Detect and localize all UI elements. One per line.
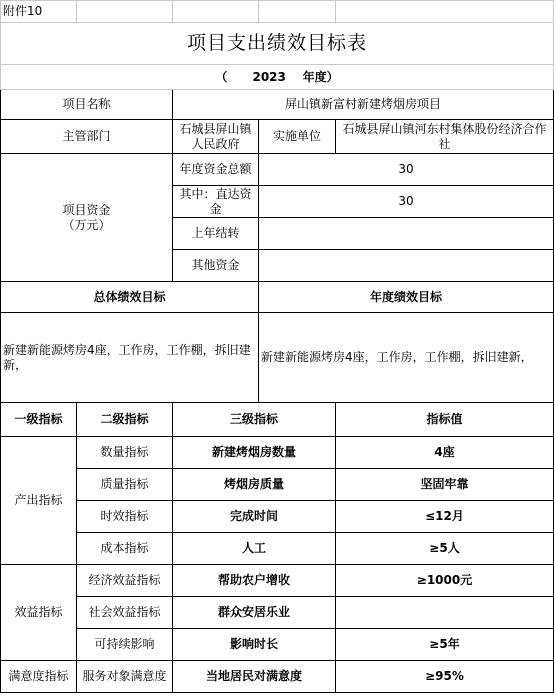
- level3-cell: 新建烤烟房数量: [173, 437, 336, 469]
- level2-cell: 可持续影响: [77, 629, 173, 661]
- indicator-value-cell: ≥5人: [336, 533, 554, 565]
- indicator-value-cell: ≥1000元: [336, 565, 554, 597]
- level2-cell: 质量指标: [77, 469, 173, 501]
- dept-label: 主管部门: [1, 120, 173, 154]
- header-level2: 二级指标: [77, 403, 173, 437]
- level3-cell: 帮助农户增收: [173, 565, 336, 597]
- dept-value: 石城县屏山镇人民政府: [173, 120, 259, 154]
- impl-unit-value: 石城县屏山镇河东村集体股份经济合作社: [336, 120, 554, 154]
- header-value: 指标值: [336, 403, 554, 437]
- year-paren-open: （: [215, 69, 228, 84]
- year-value: 2023: [252, 69, 286, 84]
- other-funds-value: [259, 250, 554, 282]
- funds-label: 项目资金 （万元）: [1, 154, 173, 282]
- project-name-value: 屏山镇新富村新建烤烟房项目: [173, 90, 554, 120]
- total-funds-label: 年度资金总额: [173, 154, 259, 186]
- output-indicator-label: 产出指标: [1, 437, 77, 565]
- level3-cell: 当地居民对满意度: [173, 661, 336, 693]
- carryover-label: 上年结转: [173, 218, 259, 250]
- level3-cell: 影响时长: [173, 629, 336, 661]
- benefit-indicator-label: 效益指标: [1, 565, 77, 661]
- indicator-value-cell: ≤12月: [336, 501, 554, 533]
- header-level1: 一级指标: [1, 403, 77, 437]
- level3-cell: 烤烟房质量: [173, 469, 336, 501]
- annual-goal-text: 新建新能源烤房4座，工作房，工作棚，拆旧建新，: [259, 313, 554, 403]
- level2-cell: 经济效益指标: [77, 565, 173, 597]
- level2-cell: 数量指标: [77, 437, 173, 469]
- indicator-value-cell: ≥95%: [336, 661, 554, 693]
- direct-funds-value: 30: [259, 186, 554, 218]
- level2-cell: 时效指标: [77, 501, 173, 533]
- carryover-value: [259, 218, 554, 250]
- page-title: 项目支出绩效目标表: [1, 23, 554, 65]
- level2-cell: 社会效益指标: [77, 597, 173, 629]
- overall-goal-header: 总体绩效目标: [1, 282, 259, 313]
- indicator-value-cell: [336, 597, 554, 629]
- annual-goal-header: 年度绩效目标: [259, 282, 554, 313]
- level3-cell: 群众安居乐业: [173, 597, 336, 629]
- year-suffix: 年度）: [302, 69, 339, 84]
- attachment-label: 附件10: [1, 1, 77, 23]
- indicator-value-cell: 坚固牢靠: [336, 469, 554, 501]
- other-funds-label: 其他资金: [173, 250, 259, 282]
- header-level3: 三级指标: [173, 403, 336, 437]
- overall-goal-text: 新建新能源烤房4座，工作房，工作棚，拆旧建新，: [1, 313, 259, 403]
- level3-cell: 完成时间: [173, 501, 336, 533]
- year-row: [1, 65, 554, 90]
- impl-unit-label: 实施单位: [259, 120, 336, 154]
- total-funds-value: 30: [259, 154, 554, 186]
- direct-funds-label: 其中：直达资金: [173, 186, 259, 218]
- satisfaction-indicator-label: 满意度指标: [1, 661, 77, 693]
- project-name-label: 项目名称: [1, 90, 173, 120]
- level3-cell: 人工: [173, 533, 336, 565]
- indicator-value-cell: ≥5年: [336, 629, 554, 661]
- level2-cell: 服务对象满意度: [77, 661, 173, 693]
- indicator-value-cell: 4座: [336, 437, 554, 469]
- level2-cell: 成本指标: [77, 533, 173, 565]
